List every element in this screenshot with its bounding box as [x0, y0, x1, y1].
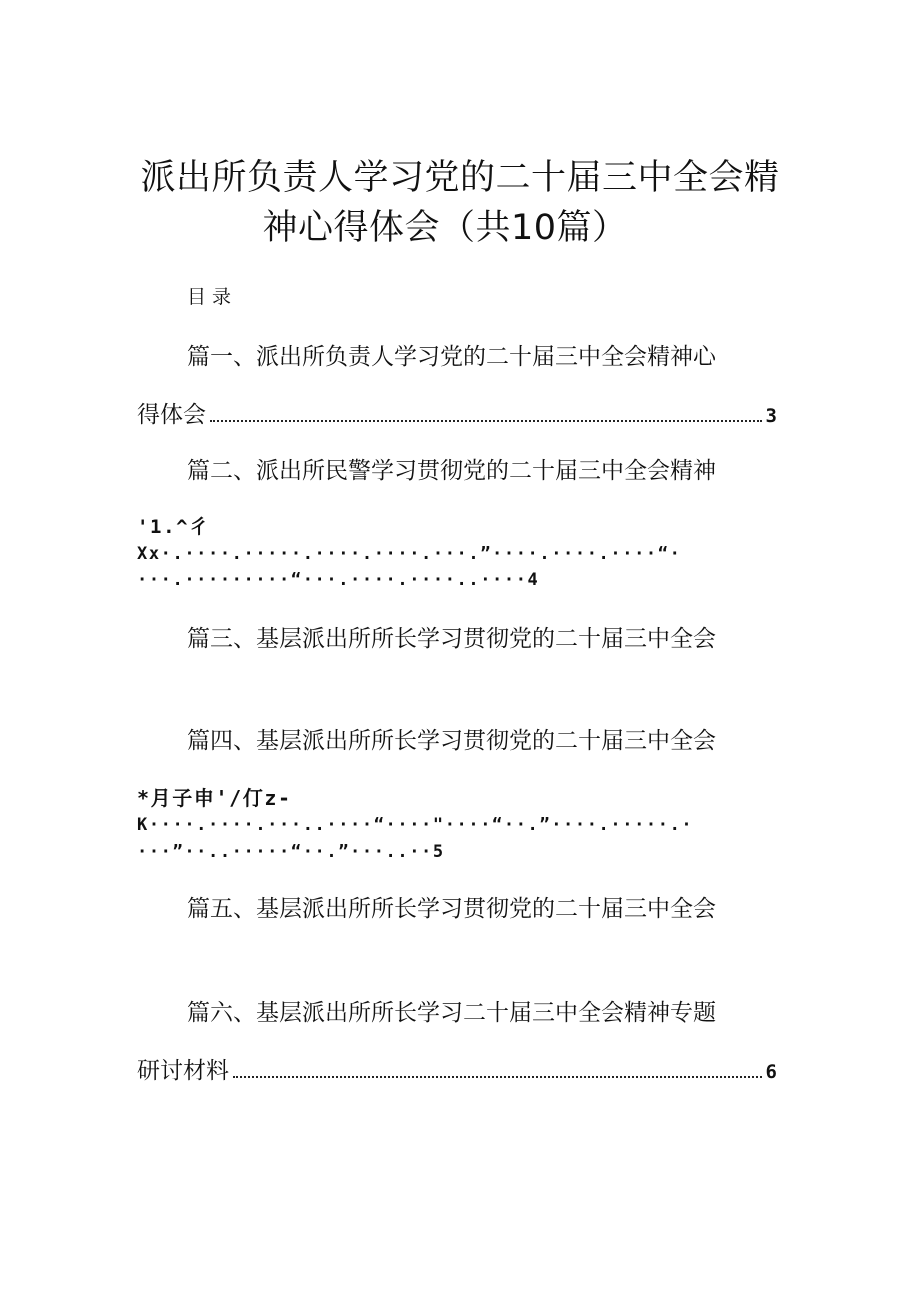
toc-entry-4-garbled-line-2: K····.····.···..····“····"····“··.”····.·····.·	[137, 815, 694, 835]
toc-entry-1-line-2: 得体会	[137, 402, 206, 428]
dot-leader	[233, 1075, 762, 1078]
document-title-line-2: 神心得体会（共10篇）	[262, 208, 628, 248]
toc-entry-2-garbled-line-3: ···.·········“···.····.····..····4	[137, 570, 540, 590]
toc-entry-1-line-1[interactable]: 篇一、派出所负责人学习党的二十届三中全会精神心	[187, 344, 716, 370]
toc-entry-1-page-number: 3	[765, 405, 777, 427]
toc-entry-6-line-1[interactable]: 篇六、基层派出所所长学习二十届三中全会精神专题	[187, 1000, 716, 1026]
document-title-line-1: 派出所负责人学习党的二十届三中全会精	[140, 158, 780, 198]
toc-entry-2-garbled-line-1: '1.^彳	[137, 516, 210, 538]
toc-entry-6-leader-row[interactable]	[137, 1052, 777, 1085]
dot-leader	[210, 419, 762, 422]
toc-entry-1-leader-row[interactable]	[137, 396, 777, 429]
toc-entry-3-line-1[interactable]: 篇三、基层派出所所长学习贯彻党的二十届三中全会	[187, 626, 716, 652]
toc-heading: 目录	[187, 286, 238, 308]
toc-entry-6-page-number: 6	[765, 1061, 777, 1083]
toc-entry-2-garbled-line-2: Xx·.····.·····.····.····.···.”····.····.····“·	[137, 544, 682, 564]
toc-entry-4-line-1[interactable]: 篇四、基层派出所所长学习贯彻党的二十届三中全会	[187, 728, 716, 754]
toc-entry-6-line-2: 研讨材料	[137, 1058, 229, 1084]
toc-entry-4-garbled-line-3: ···”··..·····“··.”···..··5	[137, 842, 445, 862]
toc-entry-5-line-1[interactable]: 篇五、基层派出所所长学习贯彻党的二十届三中全会	[187, 896, 716, 922]
toc-entry-2-line-1[interactable]: 篇二、派出所民警学习贯彻党的二十届三中全会精神	[187, 458, 716, 484]
toc-entry-4-garbled-line-1: *月子申'/仃z-	[137, 786, 292, 810]
